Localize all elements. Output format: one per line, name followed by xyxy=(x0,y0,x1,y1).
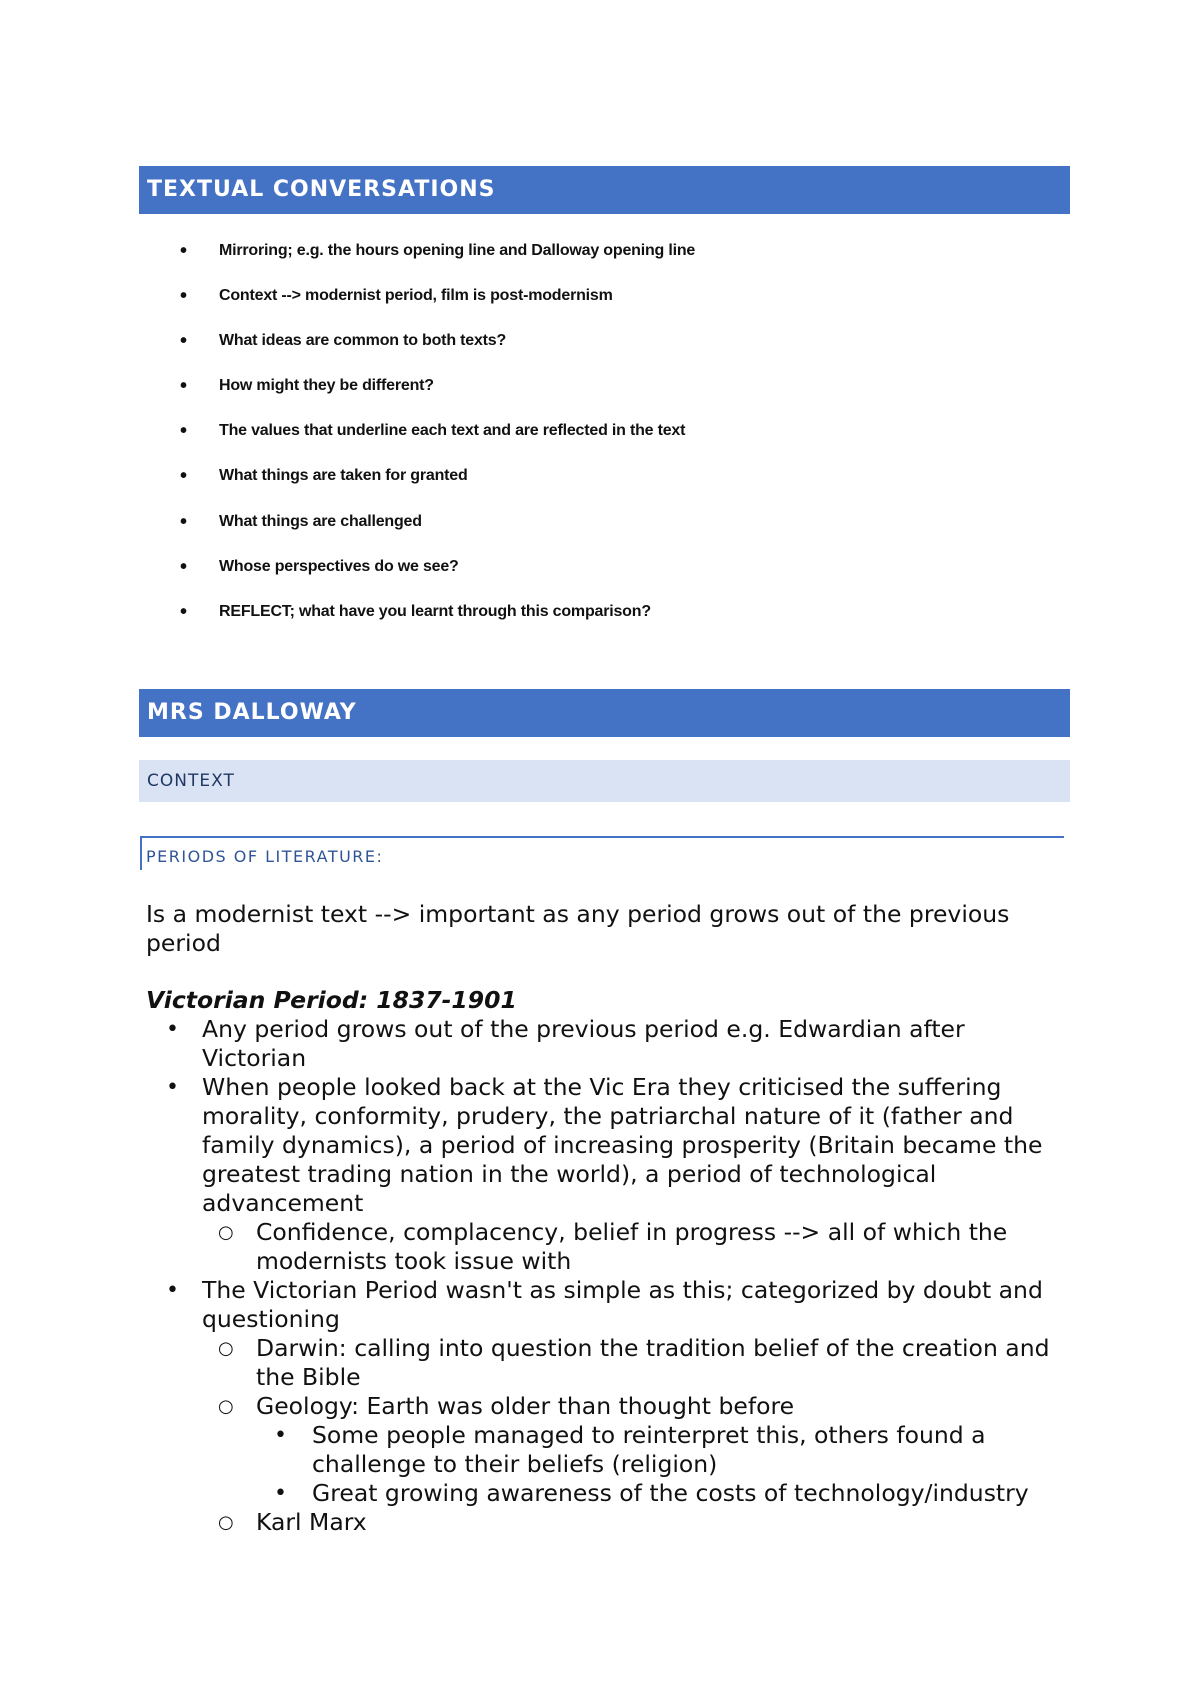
bullet-icon: • xyxy=(166,1075,179,1100)
circle-bullet-icon: ○ xyxy=(218,1512,234,1533)
list-item xyxy=(146,1015,1066,1073)
list-item xyxy=(146,1508,1066,1537)
list-item: • Mirroring; e.g. the hours opening line and Dalloway opening line xyxy=(180,236,695,281)
periods-of-literature-heading: PERIODS OF LITERATURE: xyxy=(140,836,1064,870)
bullet-icon: • xyxy=(274,1481,287,1506)
section-title-mrs-dalloway: MRS DALLOWAY xyxy=(139,689,1070,737)
victorian-period-heading: Victorian Period: 1837-1901 xyxy=(146,986,517,1014)
bullet-icon: • xyxy=(274,1423,287,1448)
subheading-context: CONTEXT xyxy=(139,760,1070,802)
list-item: • How might they be different? xyxy=(180,371,695,416)
bullet-icon: • xyxy=(166,1278,179,1303)
list-item: • What ideas are common to both texts? xyxy=(180,326,695,371)
list-item: • Whose perspectives do we see? xyxy=(180,552,695,597)
list-item-text: Karl Marx xyxy=(256,1508,367,1536)
list-item: • What things are challenged xyxy=(180,507,695,552)
list-item-text: Some people managed to reinterpret this, others found a challenge to their beliefs (religion) xyxy=(312,1421,986,1478)
list-item-text: The Victorian Period wasn't as simple as this; categorized by doubt and questioning xyxy=(202,1276,1043,1333)
body-text xyxy=(146,900,1066,1537)
list-item: • Context --> modernist period, film is post-modernism xyxy=(180,281,695,326)
list-item-text: Any period grows out of the previous period e.g. Edwardian after Victorian xyxy=(202,1015,965,1072)
list-item: • REFLECT; what have you learnt through this comparison? xyxy=(180,597,695,642)
list-item xyxy=(146,1479,1066,1508)
circle-bullet-icon: ○ xyxy=(218,1222,234,1243)
section-title-textual-conversations: TEXTUAL CONVERSATIONS xyxy=(139,166,1070,214)
circle-bullet-icon: ○ xyxy=(218,1396,234,1417)
list-item: • What things are taken for granted xyxy=(180,461,695,506)
list-item xyxy=(146,1392,1066,1421)
list-item-text: Darwin: calling into question the tradition belief of the creation and the Bible xyxy=(256,1334,1050,1391)
list-item: • The values that underline each text and are reflected in the text xyxy=(180,416,695,461)
intro-paragraph: Is a modernist text --> important as any period grows out of the previous period xyxy=(146,900,1010,957)
textual-conversations-list xyxy=(180,236,695,642)
list-item xyxy=(146,1218,1066,1276)
list-item xyxy=(146,1334,1066,1392)
list-item-text: Geology: Earth was older than thought before xyxy=(256,1392,795,1420)
list-item-text: Great growing awareness of the costs of technology/industry xyxy=(312,1479,1029,1507)
circle-bullet-icon: ○ xyxy=(218,1338,234,1359)
list-item xyxy=(146,1073,1066,1218)
list-item-text: When people looked back at the Vic Era they criticised the suffering morality, conformity, prudery, the patriarchal nature of it (father and family dynamics), a period of increasing prosperity (Britain became the greatest trading nation in the world), a period of technological advancement xyxy=(202,1073,1043,1217)
list-item xyxy=(146,1276,1066,1334)
list-item-text: Confidence, complacency, belief in progress --> all of which the modernists took issue with xyxy=(256,1218,1008,1275)
list-item xyxy=(146,1421,1066,1479)
bullet-icon: • xyxy=(166,1017,179,1042)
